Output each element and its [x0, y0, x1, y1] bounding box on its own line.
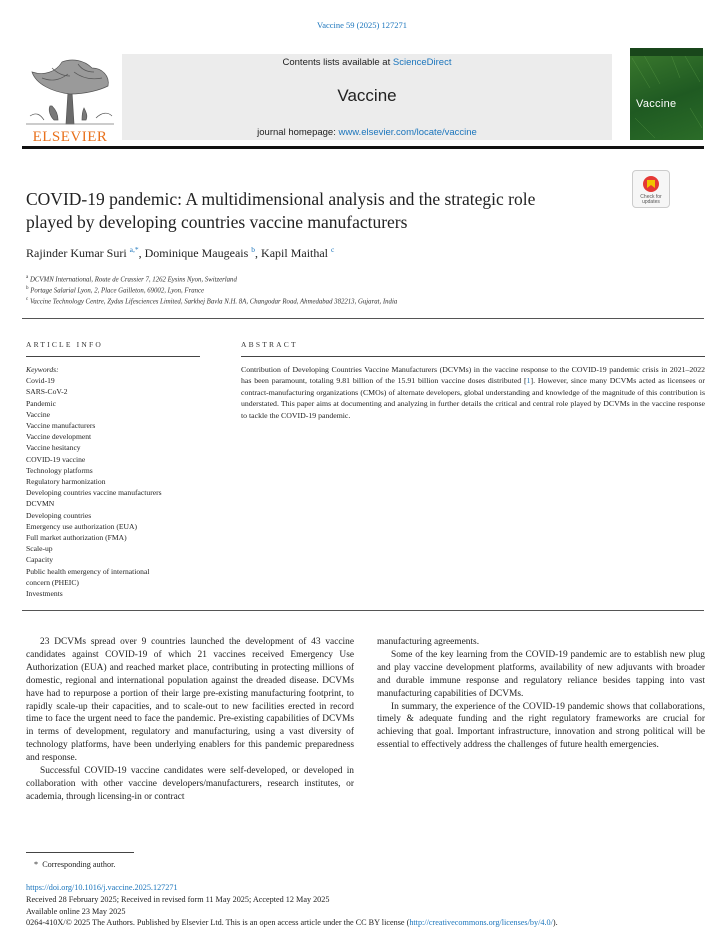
keyword-item: SARS-CoV-2 [26, 387, 68, 397]
body-column-left [26, 636, 354, 804]
elsevier-logo[interactable] [22, 54, 118, 145]
keyword-item: Regulatory harmonization [26, 477, 106, 487]
check-updates-icon [641, 174, 661, 194]
keyword-item: Covid-19 [26, 376, 55, 386]
affiliation-a: $^a$ DCVMN International, Route de Crassier 7, 1262 Eysins Nyon, Switzerland [26, 275, 237, 284]
abstract-heading: ABSTRACT [241, 340, 298, 349]
check-for-updates-button[interactable]: Check for updates [632, 170, 670, 208]
author-name[interactable]: Rajinder Kumar Suri [26, 246, 127, 260]
author-affiliation-mark[interactable]: a,* [129, 245, 139, 254]
journal-citation[interactable]: Vaccine 59 (2025) 127271 [317, 20, 407, 30]
cover-texture-icon [630, 48, 703, 140]
keyword-item: Vaccine [26, 409, 51, 419]
abstract-rule [241, 356, 705, 357]
keyword-item: DCVMN [26, 499, 55, 509]
author-name[interactable]: Dominique Maugeais [144, 246, 249, 260]
author-list: Rajinder Kumar Suri $^{a,*}$, Dominique Maugeais $^b$, Kapil Maithal $^c$ [26, 245, 335, 260]
author-affiliation-mark[interactable]: b [251, 245, 256, 254]
elsevier-tree-icon [22, 54, 118, 126]
contents-line: Contents lists available at ScienceDirect [282, 57, 452, 68]
history-dates: Received 28 February 2025; Received in revised form 11 May 2025; Accepted 12 May 2025 [26, 894, 330, 904]
keyword-item: Developing countries vaccine manufacturers [26, 488, 162, 498]
keyword-item: Pandemic [26, 398, 56, 408]
body-paragraph: 23 DCVMs spread over 9 countries launched the development of 43 vaccine candidates against COVID-19 of which 21 vaccines received Emergency Use Authorization (EUA) and reached market place, contributing in protecting millions of domestic, regional and international population against the dreaded disease. DCVMs have had to repurpose a portion of their large pre-existing manufacturing footprint, to rapidly scale-up their capacities, and to scale-out to new facilities erected in record time to face the urgent need to face the pandemic. Pre-existing capabilities of DCVMs in terms of development, regulatory and manufacturing, using a vast diversity of technology platforms, have been underlying enablers for this pandemic preparedness and response. [26, 637, 354, 764]
affiliation-c: $^c$ Vaccine Technology Centre, Zydus Lifesciences Limited, Sarkhej Bavla N.H. 8A, Changodar Road, Ahmedabad 382213, Gujarat, India [26, 297, 398, 306]
body-paragraph: In summary, the experience of the COVID-19 pandemic shows that collaborations, timely & adequate funding and the right regulatory frameworks are crucial for achieving that goal. Important infrastructure, innovation and strong political will be essential to effectively address the challenges of future health emergencies. [377, 701, 705, 751]
keyword-item: Investments [26, 589, 63, 599]
doi-link[interactable]: https://doi.org/10.1016/j.vaccine.2025.127271 [26, 883, 178, 892]
keyword-item: Developing countries [26, 510, 92, 520]
corresponding-author-footnote: * Corresponding author. [34, 860, 116, 869]
license-link[interactable]: http://creativecommons.org/licenses/by/4.0/ [409, 918, 553, 928]
body-paragraph-continued: manufacturing agreements. [377, 637, 480, 647]
abstract-text: Contribution of Developing Countries Vaccine Manufacturers (DCVMs) in the vaccine response to the COVID-19 pandemic crisis in 2021–2022 has been paramount, totaling 9.81 billion of the 15.91 billion vaccine doses distributed [1]. However, since many DCVMs acted as licensees or contract-manufacturing organizations (CMOs) of alternate developers, global understanding and knowledge of the magnitude of this contribution is understated. This paper aims at documenting and analyzing in further details the critical and central role played by DCVMs in the vaccine response to tackle the COVID-19 pandemic. [241, 365, 706, 420]
keyword-item: Capacity [26, 555, 53, 565]
abstract-divider [22, 610, 704, 611]
keyword-item: COVID-19 vaccine [26, 454, 86, 464]
body-paragraph: Successful COVID-19 vaccine candidates were self-developed, or developed in collaboration with other vaccine developers/manufacturers, research institutes, or academia, through licensing-in or contract [26, 766, 354, 802]
body-column-right [377, 636, 705, 752]
article-title: COVID-19 pandemic: A multidimensional analysis and the strategic role played by developing countries vaccine manufacturers [26, 189, 536, 232]
article-info-heading: ARTICLE INFO [26, 340, 103, 349]
keywords-list [26, 364, 206, 599]
keyword-item: Public health emergency of international [26, 566, 150, 576]
body-paragraph: Some of the key learning from the COVID-19 pandemic are to establish new plug and play vaccine development platforms, availability of new adjuvants with broader and durable immune response and regulatory reliance besides tapping into vast manufacturing capabilities of DCVMs. [377, 649, 705, 699]
keyword-item: Emergency use authorization (EUA) [26, 521, 137, 531]
keyword-item: Technology platforms [26, 465, 93, 475]
article-info-rule [26, 356, 200, 357]
elsevier-wordmark: ELSEVIER [32, 129, 108, 145]
affiliation-b: $^b$ Portage Salarial Lyon, 2, Place Gailleton, 69002, Lyon, France [26, 286, 205, 295]
journal-banner [122, 54, 612, 140]
keyword-item: concern (PHEIC) [26, 577, 79, 587]
keyword-item: Vaccine hesitancy [26, 443, 81, 453]
footnote-rule [26, 852, 134, 853]
section-divider [22, 318, 704, 319]
online-date: Available online 23 May 2025 [26, 906, 126, 916]
keyword-item: Vaccine development [26, 432, 92, 442]
keyword-item: Scale-up [26, 544, 53, 554]
author-affiliation-mark[interactable]: c [331, 245, 335, 254]
keywords-label: Keywords: [26, 365, 59, 374]
keyword-item: Full market authorization (FMA) [26, 533, 127, 543]
header-rule [22, 146, 704, 149]
journal-homepage-line: journal homepage: www.elsevier.com/locate/vaccine [257, 127, 477, 138]
keyword-item: Vaccine manufacturers [26, 421, 96, 431]
sciencedirect-link[interactable]: ScienceDirect [392, 57, 452, 68]
journal-cover-image[interactable] [630, 48, 703, 140]
cover-title: Vaccine [636, 98, 677, 110]
journal-title[interactable]: Vaccine [337, 86, 397, 105]
journal-homepage-link[interactable]: www.elsevier.com/locate/vaccine [338, 127, 477, 138]
license-line: 0264-410X/© 2025 The Authors. Published by Elsevier Ltd. This is an open access article under the CC BY license (http://creativecommons.org/licenses/by/4.0/). [26, 918, 558, 928]
reference-link[interactable]: 1 [526, 376, 531, 386]
author-name[interactable]: Kapil Maithal [261, 246, 329, 260]
article-footer [26, 882, 716, 929]
